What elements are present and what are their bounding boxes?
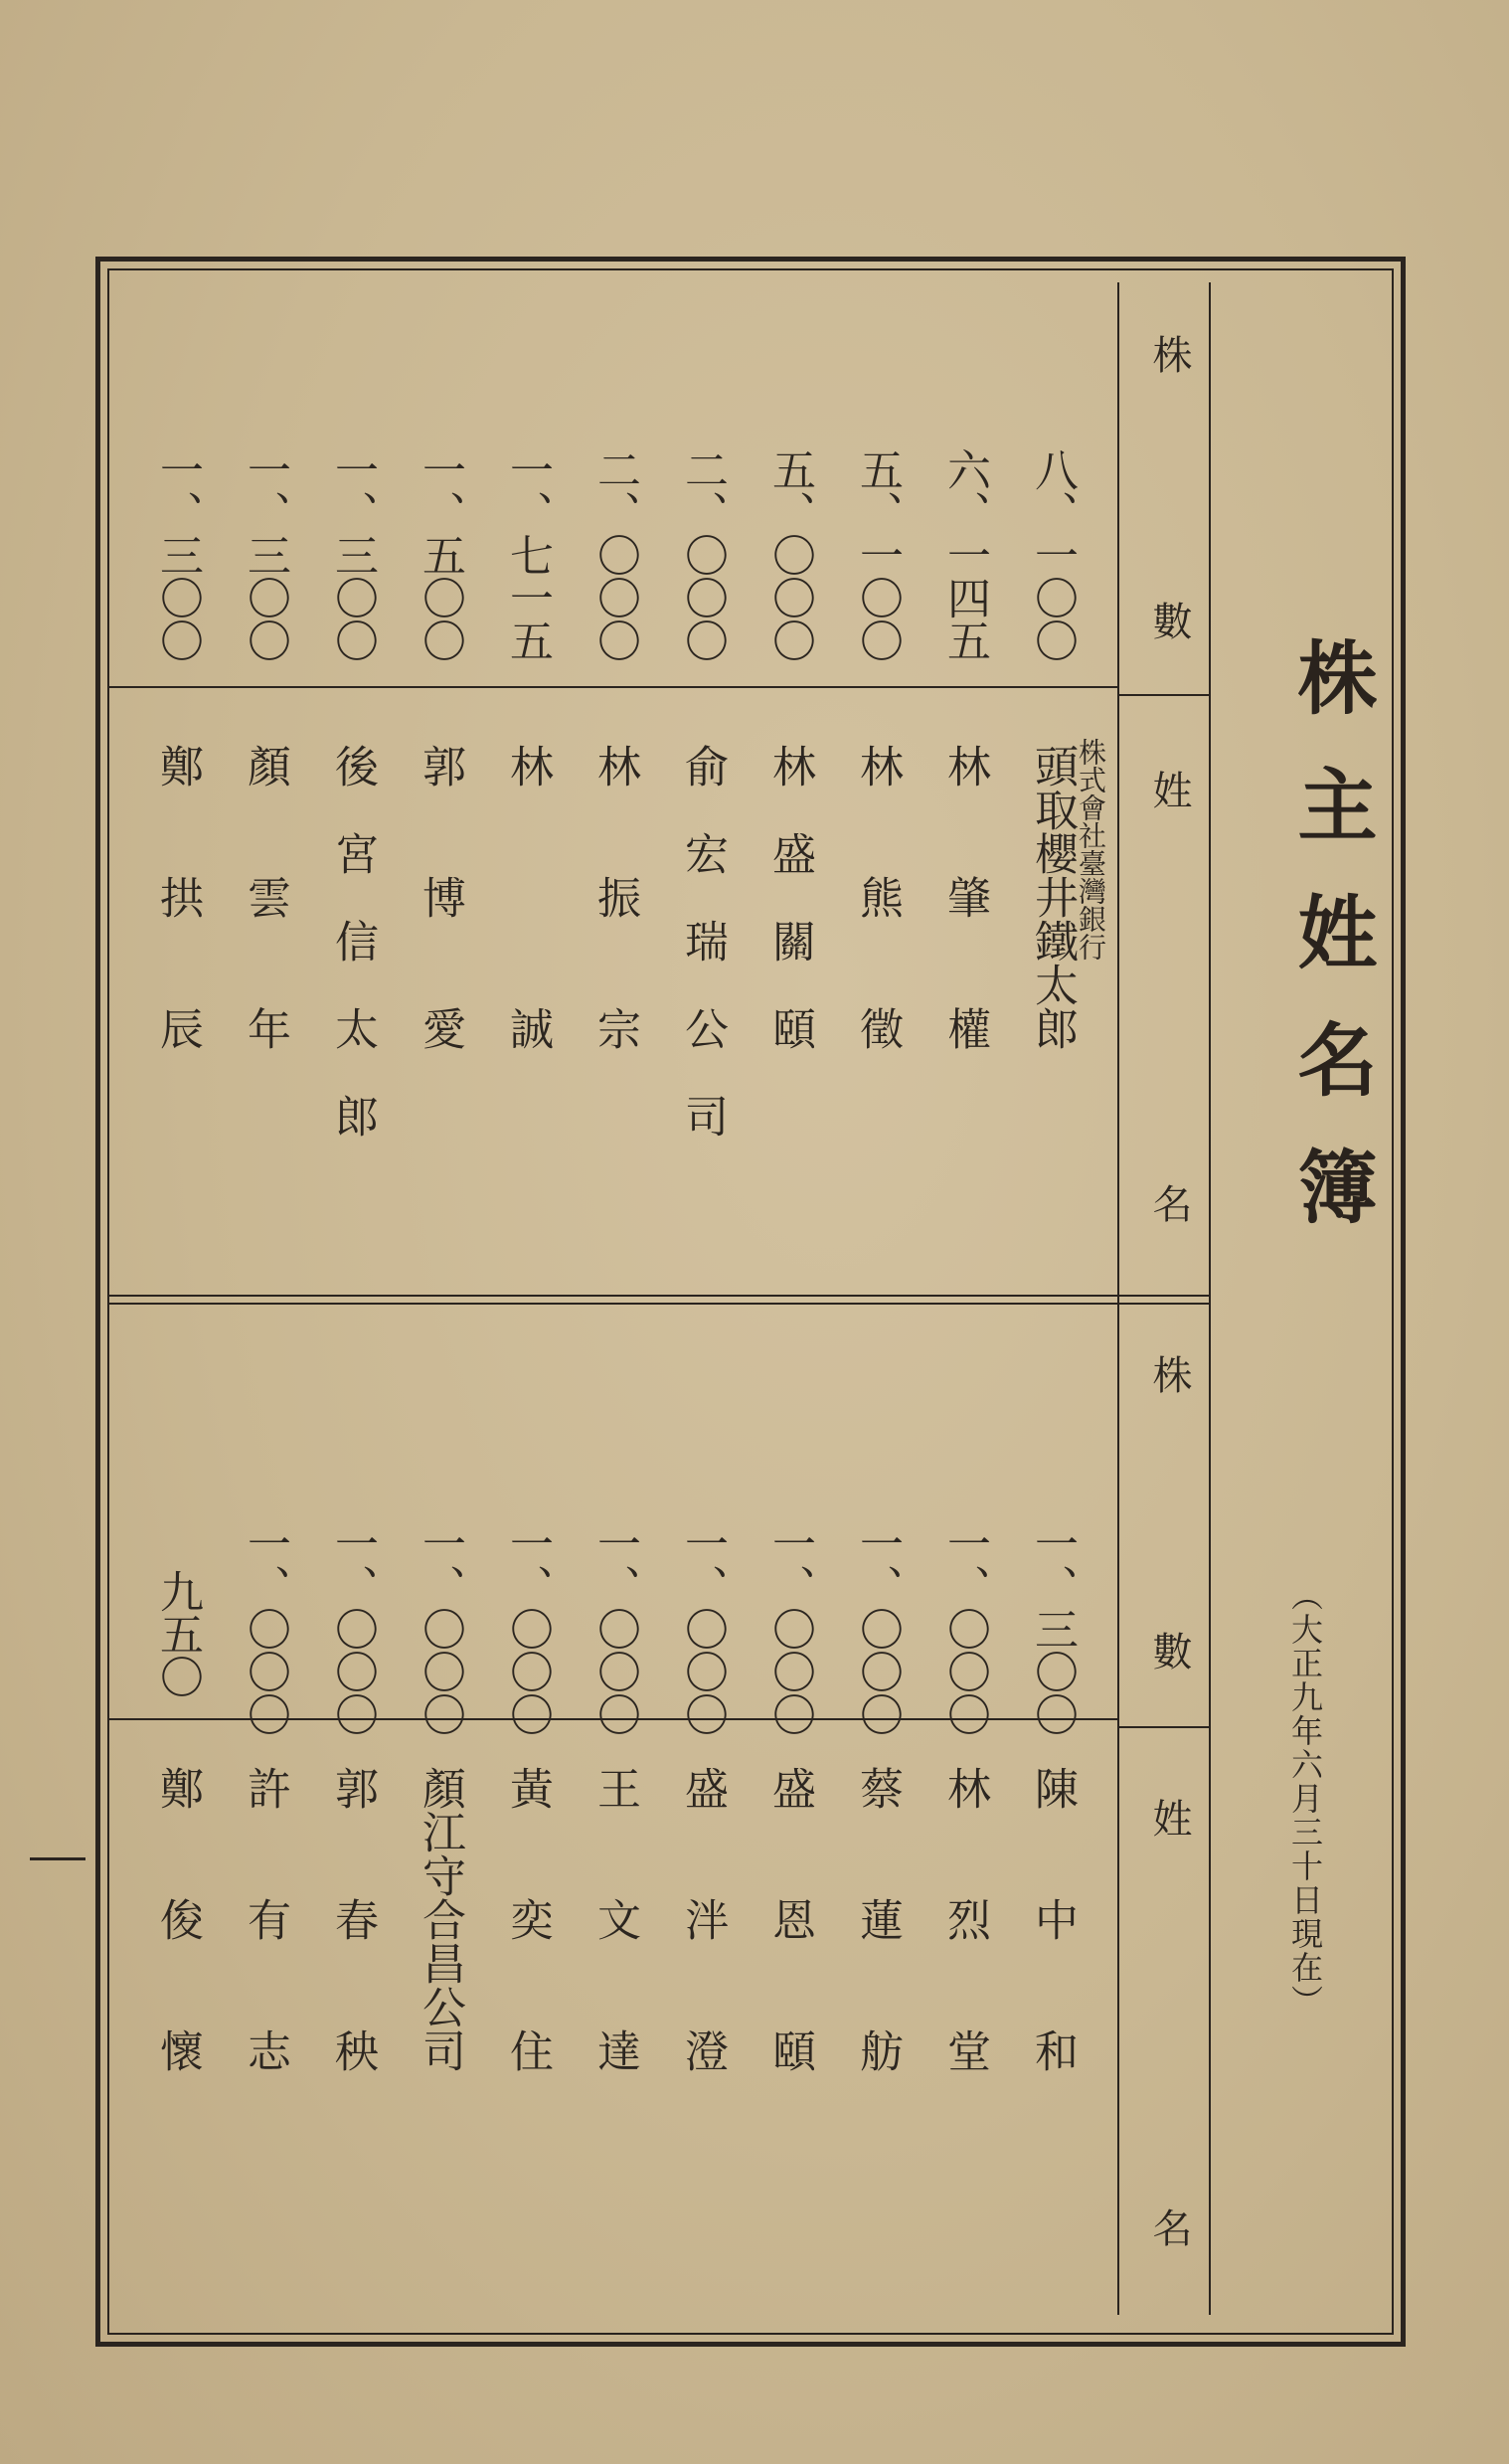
lower-name-9: 郭 春 秧 [327, 1766, 378, 2072]
lower-shares-1: 一、三〇〇 [1027, 1521, 1078, 1735]
inner-border [107, 268, 1394, 2335]
lower-header-shares-1: 株 [1146, 1354, 1192, 1394]
lower-name-2: 林 烈 堂 [939, 1766, 990, 2072]
lower-name-4: 盛 恩 頤 [764, 1766, 815, 2072]
section-divider-b [109, 1303, 1209, 1305]
lower-name-7: 黃 奕 住 [502, 1766, 553, 2072]
upper-header-shares-2: 數 [1146, 601, 1192, 640]
lower-shares-7: 一、〇〇〇 [502, 1521, 553, 1735]
lower-name-10: 許 有 志 [240, 1766, 290, 2072]
section-divider-a [109, 1295, 1209, 1297]
lower-shares-3: 一、〇〇〇 [852, 1521, 903, 1735]
upper-name-3: 林 熊 徵 [852, 744, 903, 1050]
lower-name-1: 陳 中 和 [1027, 1766, 1078, 2072]
upper-shares-divider [109, 686, 1117, 688]
lower-shares-11: 九五〇 [152, 1569, 203, 1697]
lower-shares-8: 一、〇〇〇 [415, 1521, 465, 1735]
upper-name-8: 郭 博 愛 [415, 744, 465, 1050]
upper-name-1: 頭取櫻井鐵太郎 [1027, 744, 1078, 1050]
upper-header-shares-1: 株 [1146, 334, 1192, 374]
page-title: 株主姓名簿 [1284, 636, 1378, 1273]
upper-shares-8: 一、五〇〇 [415, 447, 465, 661]
upper-name-2: 林 肇 權 [939, 744, 990, 1050]
upper-name-5: 俞 宏 瑞 公 司 [677, 744, 728, 1138]
lower-shares-5: 一、〇〇〇 [677, 1521, 728, 1735]
lower-shares-10: 一、〇〇〇 [240, 1521, 290, 1735]
upper-shares-1: 八、一〇〇 [1027, 447, 1078, 661]
upper-shares-11: 一、三〇〇 [152, 447, 203, 661]
upper-header-name-2: 名 [1146, 1183, 1192, 1223]
upper-name-9: 後 宮 信 太 郎 [327, 744, 378, 1138]
upper-header-name-1: 姓 [1146, 770, 1192, 809]
upper-shares-2: 六、一四五 [939, 447, 990, 661]
page-number-mark [30, 1857, 85, 1860]
upper-shares-4: 五、〇〇〇 [764, 447, 815, 661]
upper-name-10: 顏 雲 年 [240, 744, 290, 1050]
lower-name-6: 王 文 達 [589, 1766, 640, 2072]
upper-name-6: 林 振 宗 [589, 744, 640, 1050]
lower-shares-2: 一、〇〇〇 [939, 1521, 990, 1735]
upper-shares-5: 二、〇〇〇 [677, 447, 728, 661]
upper-shares-9: 一、三〇〇 [327, 447, 378, 661]
upper-shares-7: 一、七一五 [502, 447, 553, 661]
lower-name-5: 盛 泮 澄 [677, 1766, 728, 2072]
upper-name-1-corp: 株式會社臺灣銀行 [1075, 738, 1107, 961]
upper-shares-3: 五、一〇〇 [852, 447, 903, 661]
lower-shares-9: 一、〇〇〇 [327, 1521, 378, 1735]
upper-name-11: 鄭 拱 辰 [152, 744, 203, 1050]
lower-name-3: 蔡 蓮 舫 [852, 1766, 903, 2072]
upper-shares-6: 二、〇〇〇 [589, 447, 640, 661]
lower-shares-6: 一、〇〇〇 [589, 1521, 640, 1735]
lower-header-name-1: 姓 [1146, 1798, 1192, 1838]
lower-name-11: 鄭 俊 懷 [152, 1766, 203, 2072]
upper-name-4: 林 盛 關 頤 [764, 744, 815, 1050]
upper-name-7: 林 誠 [502, 744, 553, 1050]
upper-shares-10: 一、三〇〇 [240, 447, 290, 661]
lower-header-divider [1119, 1726, 1209, 1728]
upper-header-divider [1119, 694, 1209, 696]
lower-name-8: 顏江守合昌公司 [415, 1766, 465, 2072]
title-column-divider [1209, 282, 1211, 2315]
lower-shares-4: 一、〇〇〇 [764, 1521, 815, 1735]
header-column-divider [1117, 282, 1119, 2315]
lower-header-name-2: 名 [1146, 2207, 1192, 2247]
date-subtitle: （大正九年六月三十日現在） [1286, 1579, 1324, 2019]
lower-header-shares-2: 數 [1146, 1631, 1192, 1671]
